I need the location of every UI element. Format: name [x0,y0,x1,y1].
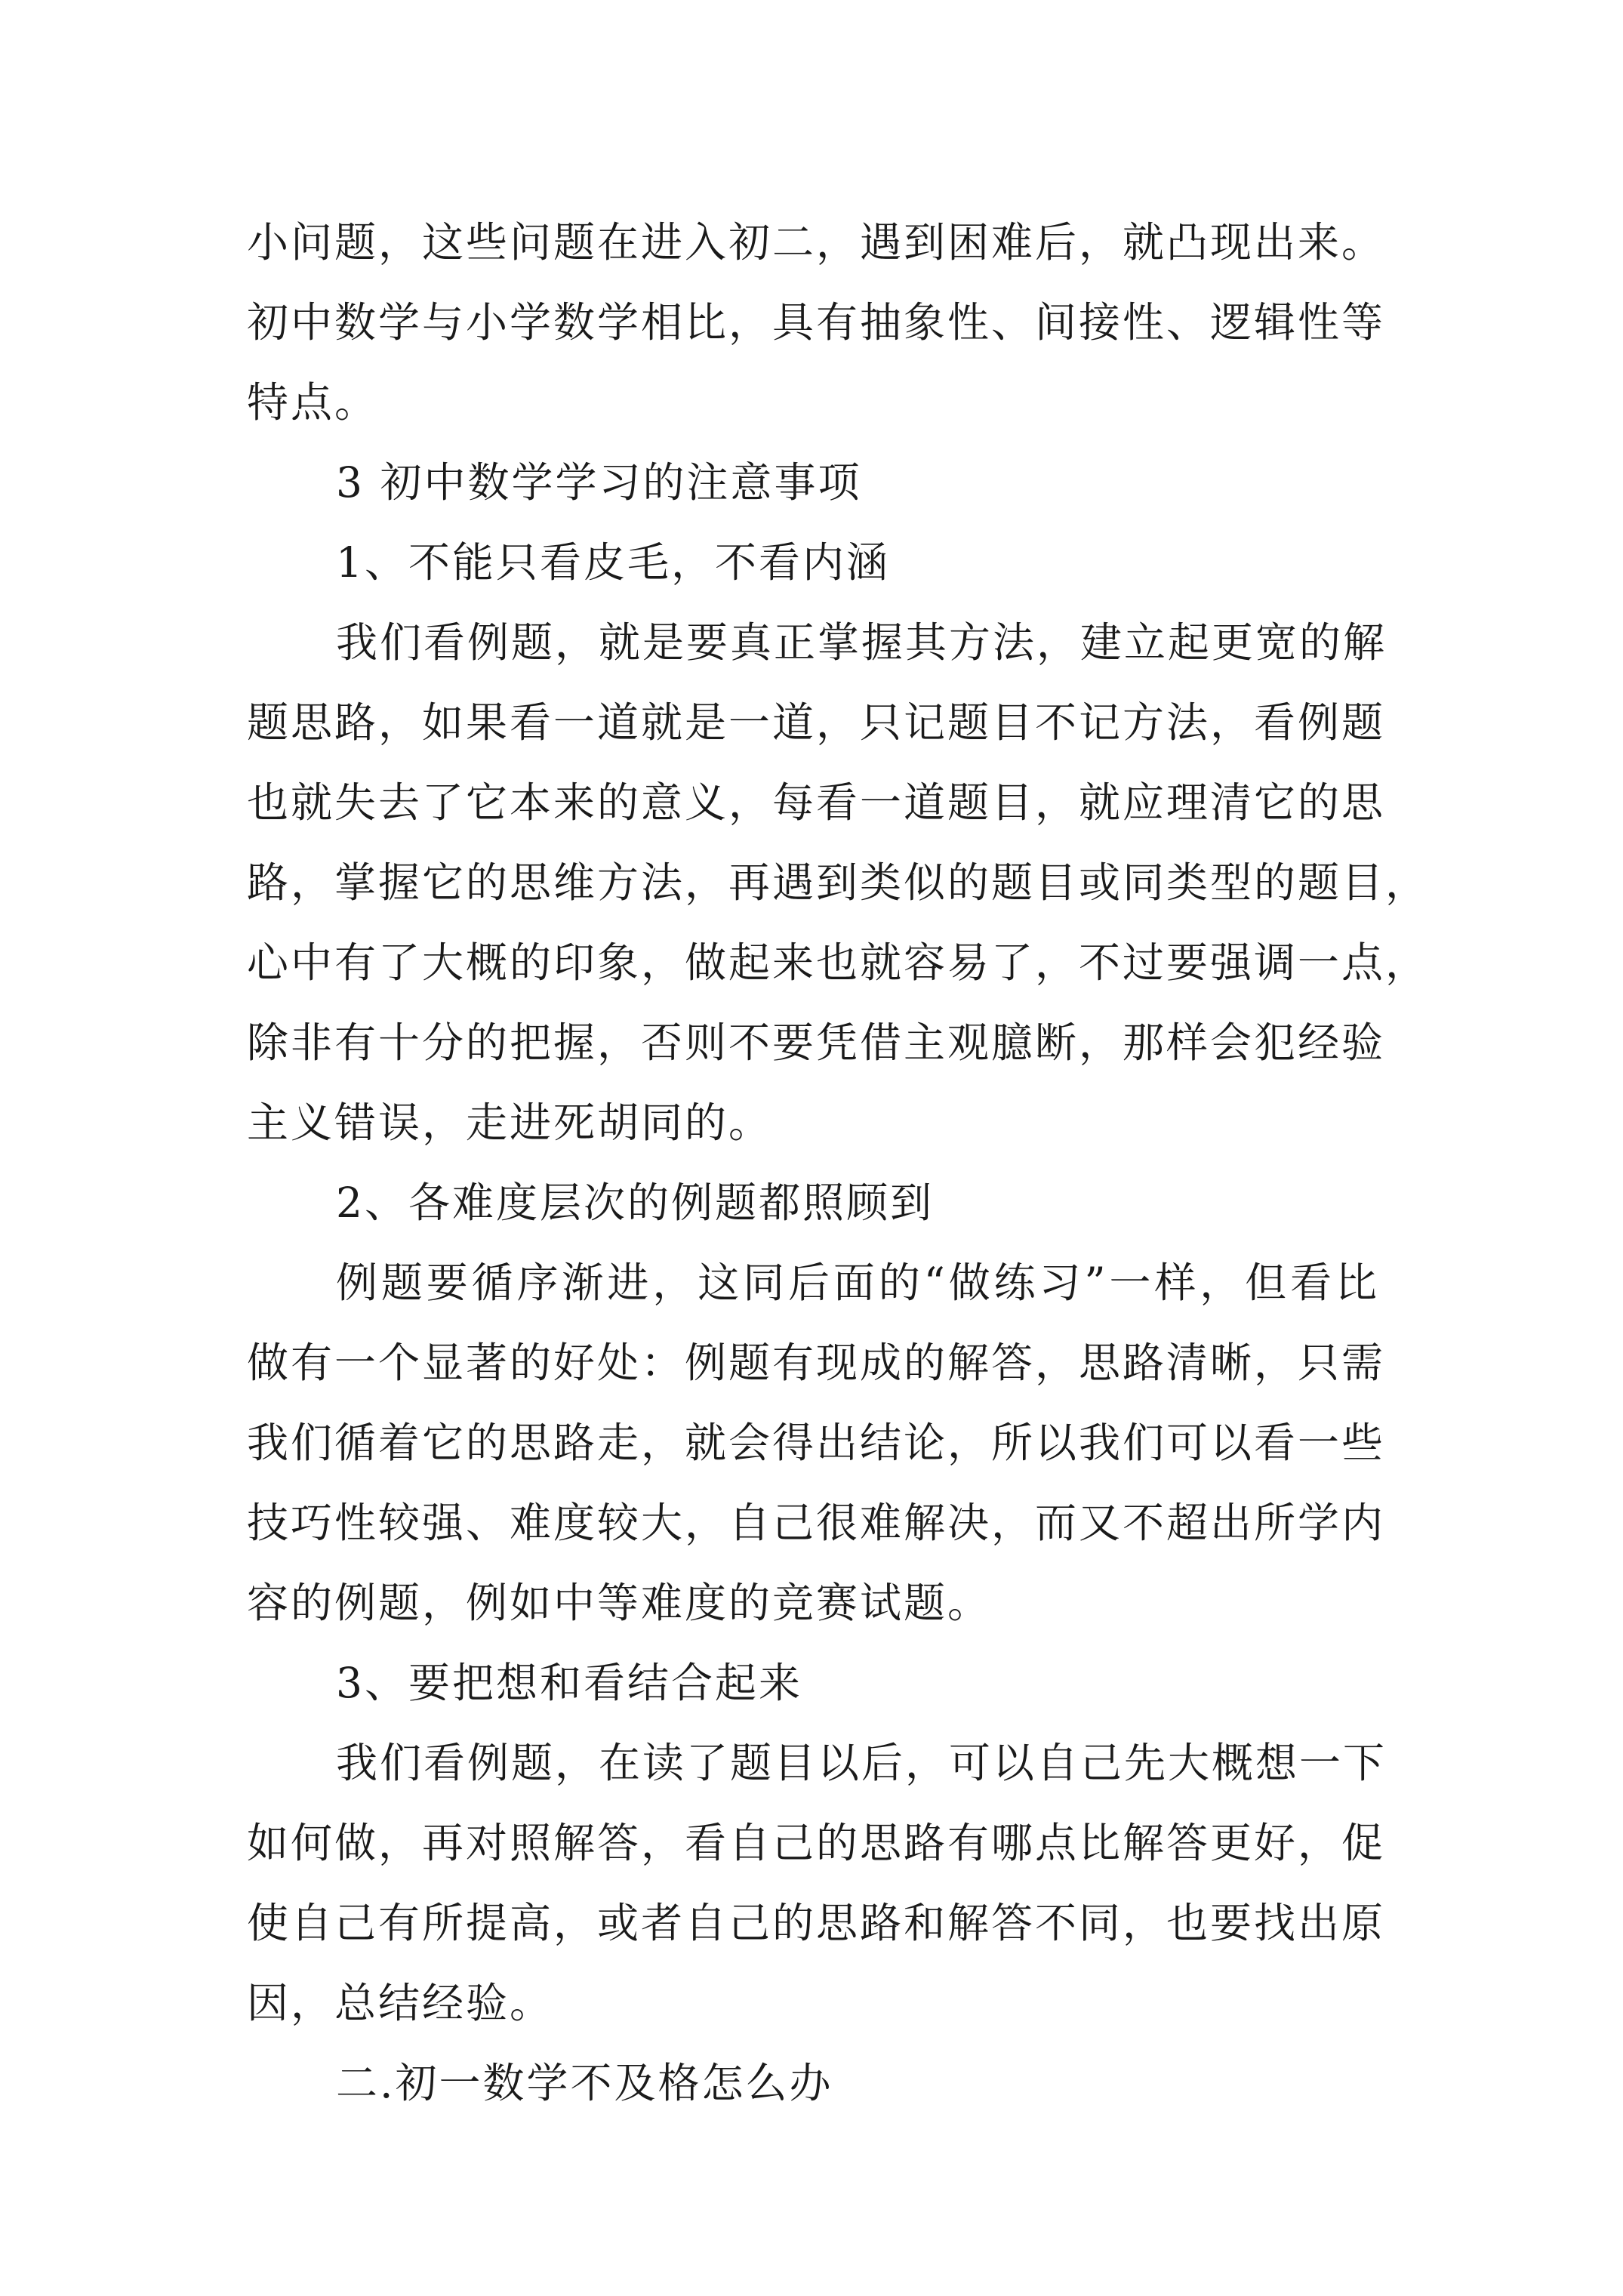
text-line: 题思路，如果看一道就是一道，只记题目不记方法，看例题 [247,698,1386,747]
text-line: 如何做，再对照解答，看自己的思路有哪点比解答更好，促 [247,1819,1386,1867]
document-body [247,202,1430,2123]
body-paragraph [247,202,1386,442]
section-heading: 2、各难度层次的例题都照顾到 [336,1179,934,1227]
section-heading: 3 初中数学学习的注意事项 [336,458,862,507]
text-line: 使自己有所提高，或者自己的思路和解答不同，也要找出原 [247,1899,1386,1947]
text-line: 小问题，这些问题在进入初二，遇到困难后，就凸现出来。 [247,218,1386,267]
text-line: 我们循着它的思路走，就会得出结论，所以我们可以看一些 [247,1419,1386,1467]
text-line: 我们看例题，就是要真正掌握其方法，建立起更宽的解 [336,618,1387,667]
body-paragraph [247,1243,1386,1643]
section-heading: 二.初一数学不及格怎么办 [336,2059,833,2107]
body-paragraph [247,1723,1387,2043]
text-line: 也就失去了它本来的意义，每看一道题目，就应理清它的思 [247,778,1386,827]
text-line: 特点。 [247,378,379,427]
text-line: 做有一个显著的好处：例题有现成的解答，思路清晰，只需 [247,1339,1386,1387]
text-line: 容的例题，例如中等难度的竞赛试题。 [247,1579,992,1627]
text-line: 初中数学与小学数学相比，具有抽象性、间接性、逻辑性等 [247,298,1386,347]
text-line: 路，掌握它的思维方法，再遇到类似的题目或同类型的题目， [247,858,1430,907]
text-line: 心中有了大概的印象，做起来也就容易了，不过要强调一点， [247,938,1430,987]
body-paragraph [247,603,1430,1163]
text-line: 主义错误，走进死胡同的。 [247,1099,773,1147]
text-line: 例题要循序渐进，这同后面的“做练习”一样，但看比 [336,1259,1379,1307]
text-line: 除非有十分的把握，否则不要凭借主观臆断，那样会犯经验 [247,1019,1386,1067]
section-heading: 3、要把想和看结合起来 [336,1659,802,1707]
section-heading: 1、不能只看皮毛，不看内涵 [336,538,890,587]
text-line: 我们看例题，在读了题目以后，可以自己先大概想一下 [336,1739,1387,1787]
text-line: 因，总结经验。 [247,1979,554,2027]
text-line: 技巧性较强、难度较大，自己很难解决，而又不超出所学内 [247,1499,1386,1547]
